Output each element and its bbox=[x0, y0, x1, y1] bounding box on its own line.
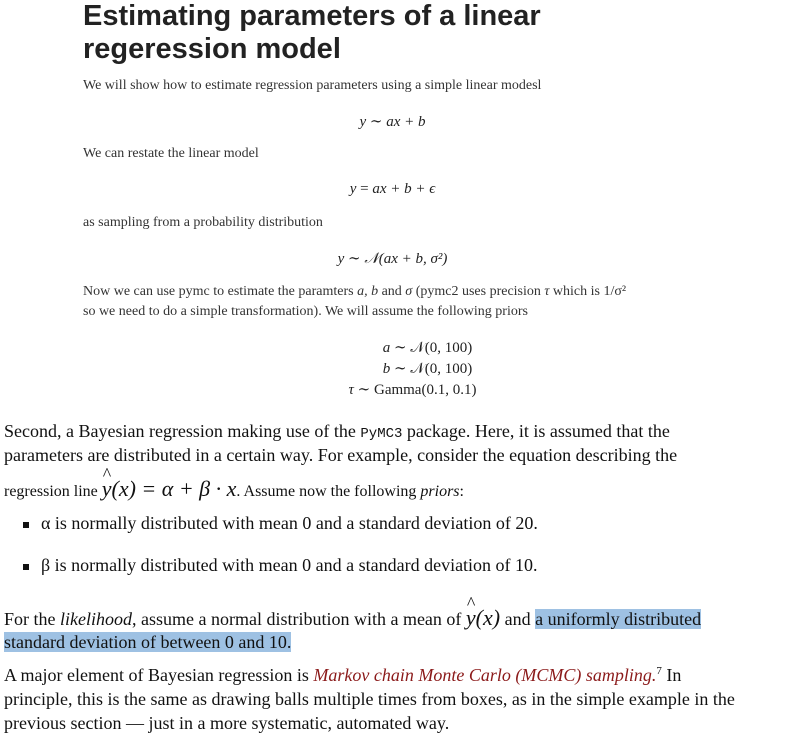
pymc-text-c: and bbox=[378, 284, 406, 299]
prior-a bbox=[0, 338, 785, 359]
para1-colon: : bbox=[459, 483, 464, 500]
book-para1-line3 bbox=[4, 476, 464, 502]
regression-line-math: ^ y(x) = α + β · x bbox=[102, 476, 237, 502]
bullet-square-icon bbox=[23, 564, 29, 570]
book-para3-line1 bbox=[4, 665, 681, 686]
bullet-alpha-text: α is normally distributed with mean 0 and a standard deviation of 20. bbox=[41, 513, 538, 533]
mcmc-link-dot: . bbox=[651, 665, 657, 685]
pymc-text-g: which is 1/σ² bbox=[549, 284, 627, 299]
book-para1-line1 bbox=[4, 421, 670, 442]
eq1-lhs: y bbox=[359, 114, 367, 130]
yhat-math: ^ y(x) bbox=[466, 605, 500, 631]
para1-text-a: Second, a Bayesian regression making use of the bbox=[4, 421, 361, 441]
bullet-alpha bbox=[23, 513, 538, 534]
prior-a-rel: ∼ bbox=[394, 340, 407, 356]
prior-a-lhs: a bbox=[382, 340, 391, 356]
likelihood-italic: likelihood bbox=[60, 609, 132, 629]
intro-text: We will show how to estimate regression parameters using a simple linear modesl bbox=[83, 78, 542, 93]
eq2-rel: = bbox=[360, 181, 369, 197]
book-para2-line2 bbox=[4, 632, 291, 653]
book-para2-line1 bbox=[4, 605, 701, 631]
para2-text-b: , assume a normal distribution with a mean of bbox=[131, 609, 466, 629]
prior-tau-rhs: Gamma(0.1, 0.1) bbox=[373, 382, 477, 398]
para2-text-c: and bbox=[500, 609, 536, 629]
para3-text-a: A major element of Bayesian regression is bbox=[4, 665, 314, 685]
highlighted-text-2[interactable]: standard deviation of between 0 and 10. bbox=[4, 632, 292, 652]
pymc-text-a: Now we can use pymc to estimate the paramters bbox=[83, 284, 358, 299]
book-para3-line2: principle, this is the same as drawing balls multiple times from boxes, as in the simple example in the bbox=[4, 689, 735, 709]
footnote-7[interactable]: 7 bbox=[656, 665, 662, 677]
prior-tau-rel: ∼ bbox=[357, 382, 371, 398]
equation-2 bbox=[0, 181, 785, 198]
bullet-square-icon bbox=[23, 522, 29, 528]
prior-b-lhs: b bbox=[382, 361, 391, 377]
eq1-rhs: ax + b bbox=[386, 114, 426, 130]
prior-b bbox=[0, 359, 785, 380]
pymc-text-line1 bbox=[83, 284, 626, 300]
para1-line3-a: regression line bbox=[4, 483, 102, 500]
prior-tau bbox=[0, 380, 785, 401]
eq3-rhs: 𝒩(ax + b, σ²) bbox=[364, 251, 448, 267]
mcmc-link[interactable]: Markov chain Monte Carlo (MCMC) sampling bbox=[313, 665, 652, 685]
page-title: Estimating parameters of a linear regeression model bbox=[83, 0, 541, 65]
book-para1-line2: parameters are distributed in a certain way. For example, consider the equation describing the bbox=[4, 445, 678, 465]
equation-3 bbox=[0, 249, 785, 268]
eq3-rel: ∼ bbox=[348, 251, 361, 267]
pymc-text-line2: so we need to do a simple transformation). We will assume the following priors bbox=[83, 304, 528, 319]
para1-text-b: package. Here, it is assumed that the bbox=[402, 421, 670, 441]
prior-tau-lhs: τ bbox=[348, 382, 354, 398]
prior-a-rhs: 𝒩(0, 100) bbox=[410, 340, 473, 356]
eq1-rel: ∼ bbox=[369, 114, 383, 130]
eq3-lhs: y bbox=[337, 251, 345, 267]
sampling-text: as sampling from a probability distribution bbox=[83, 215, 323, 230]
para3-text-b: In bbox=[661, 665, 682, 685]
restate-text: We can restate the linear model bbox=[83, 146, 259, 161]
pymc-text-e: (pymc2 uses precision bbox=[412, 284, 545, 299]
pymc-math-ab: a, b bbox=[357, 284, 379, 299]
bullet-beta bbox=[23, 555, 538, 576]
priors-block bbox=[0, 338, 785, 401]
priors-italic: priors bbox=[420, 483, 460, 500]
eq2-lhs: y bbox=[349, 181, 357, 197]
para2-text-a: For the bbox=[4, 609, 60, 629]
highlighted-text-1[interactable]: a uniformly distributed bbox=[535, 609, 702, 629]
eq2-rhs: ax + b + ϵ bbox=[372, 181, 436, 197]
pymc3-code: PyMC3 bbox=[360, 426, 403, 442]
para1-line3-b: . Assume now the following bbox=[236, 483, 421, 500]
pymc-math-sigma: σ bbox=[405, 284, 413, 299]
bullet-beta-text: β is normally distributed with mean 0 and a standard deviation of 10. bbox=[41, 555, 538, 575]
prior-b-rel: ∼ bbox=[394, 361, 407, 377]
pymc-math-tau: τ bbox=[544, 284, 550, 299]
prior-b-rhs: 𝒩(0, 100) bbox=[410, 361, 473, 377]
book-para3-line3: previous section — just in a more systematic, automated way. bbox=[4, 713, 450, 733]
equation-1 bbox=[0, 112, 785, 131]
